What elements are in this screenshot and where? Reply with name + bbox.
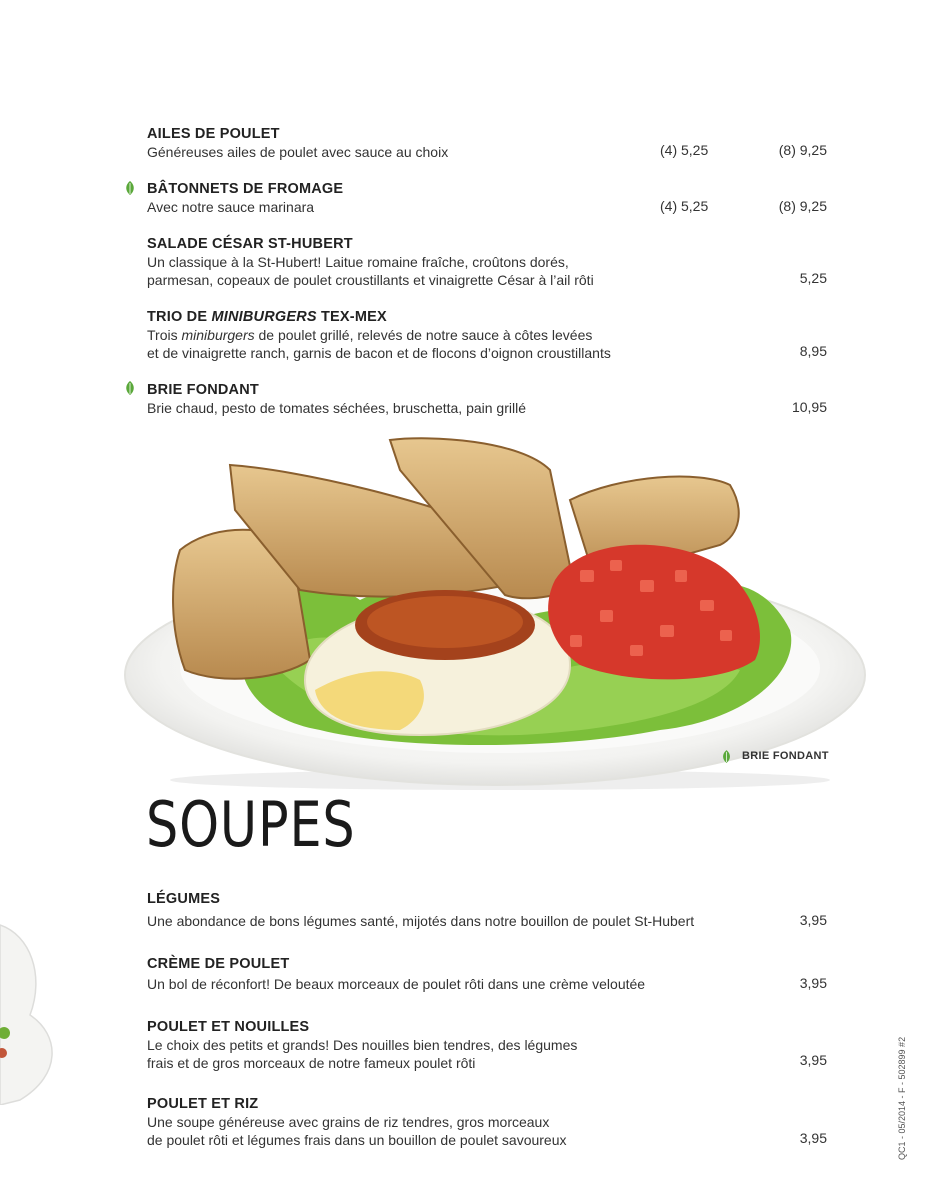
item-description: Une abondance de bons légumes santé, mijotés dans notre bouillon de poulet St-Hubert — [147, 913, 695, 929]
leaf-icon — [721, 750, 732, 763]
item-description-line: parmesan, copeaux de poulet croustillants et vinaigrette César à l’ail rôti — [147, 272, 594, 288]
item-price: 10,95 — [791, 399, 827, 415]
menu-item-ailes-de-poulet — [147, 125, 827, 161]
item-description-line: frais et de gros morceaux de notre fameux poulet rôti — [147, 1055, 476, 1071]
desc-part: Trois — [147, 327, 182, 343]
item-price-large: (8) 9,25 — [778, 198, 827, 214]
item-price: 3,95 — [799, 975, 827, 991]
menu-item-legumes — [147, 890, 827, 930]
leaf-icon — [124, 181, 136, 195]
item-title: SALADE CÉSAR ST-HUBERT — [147, 236, 353, 252]
menu-item-trio-miniburgers — [147, 308, 827, 362]
item-price-small: (4) 5,25 — [660, 142, 709, 158]
item-title: AILES DE POULET — [147, 126, 280, 142]
menu-item-poulet-et-nouilles — [147, 1018, 827, 1072]
item-description: Avec notre sauce marinara — [147, 199, 315, 215]
item-description-line: Une soupe généreuse avec grains de riz tendres, gros morceaux — [147, 1114, 550, 1130]
plate-edge-image — [0, 915, 60, 1105]
menu-item-brie-fondant — [147, 381, 827, 417]
item-title: LÉGUMES — [147, 891, 221, 907]
item-title: POULET ET RIZ — [147, 1096, 259, 1112]
print-code: QC1 - 05/2014 - F - 502899 #2 — [897, 1036, 907, 1160]
menu-item-creme-de-poulet — [147, 955, 827, 993]
item-description-line: et de vinaigrette ranch, garnis de bacon et de flocons d’oignon croustillants — [147, 345, 611, 361]
item-description-line — [147, 326, 827, 344]
item-price-small: (4) 5,25 — [660, 198, 709, 214]
brie-fondant-photo — [100, 430, 870, 790]
item-title: POULET ET NOUILLES — [147, 1019, 310, 1035]
title-part: TEX-MEX — [316, 309, 387, 325]
item-title: BRIE FONDANT — [147, 382, 259, 398]
item-price-large: (8) 9,25 — [778, 142, 827, 158]
desc-part-italic: miniburgers — [181, 327, 255, 343]
item-price: 5,25 — [799, 270, 827, 286]
item-description: Généreuses ailes de poulet avec sauce au choix — [147, 144, 449, 160]
item-description-line: Le choix des petits et grands! Des nouilles bien tendres, des légumes — [147, 1037, 578, 1053]
item-description: Un bol de réconfort! De beaux morceaux de poulet rôti dans une crème veloutée — [147, 976, 646, 992]
item-description-line: Un classique à la St-Hubert! Laitue romaine fraîche, croûtons dorés, — [147, 254, 569, 270]
item-price: 3,95 — [799, 1052, 827, 1068]
item-price: 8,95 — [799, 343, 827, 359]
item-description-line: de poulet rôti et légumes frais dans un bouillon de poulet savoureux — [147, 1132, 567, 1148]
item-title: BÂTONNETS DE FROMAGE — [147, 181, 344, 197]
item-title — [147, 308, 827, 326]
item-price: 3,95 — [799, 912, 827, 928]
item-title: CRÈME DE POULET — [147, 956, 290, 972]
leaf-icon — [124, 381, 136, 395]
menu-item-salade-cesar — [147, 235, 827, 289]
title-part-italic: MINIBURGERS — [211, 309, 317, 325]
section-title-soupes: SOUPES — [146, 788, 356, 861]
item-description: Brie chaud, pesto de tomates séchées, bruschetta, pain grillé — [147, 400, 526, 416]
menu-item-batonnets-de-fromage — [147, 180, 827, 216]
photo-caption: BRIE FONDANT — [742, 750, 829, 762]
item-price: 3,95 — [799, 1130, 827, 1146]
desc-part: de poulet grillé, relevés de notre sauce à côtes levées — [254, 327, 593, 343]
menu-item-poulet-et-riz — [147, 1095, 827, 1149]
title-part: TRIO DE — [147, 309, 212, 325]
